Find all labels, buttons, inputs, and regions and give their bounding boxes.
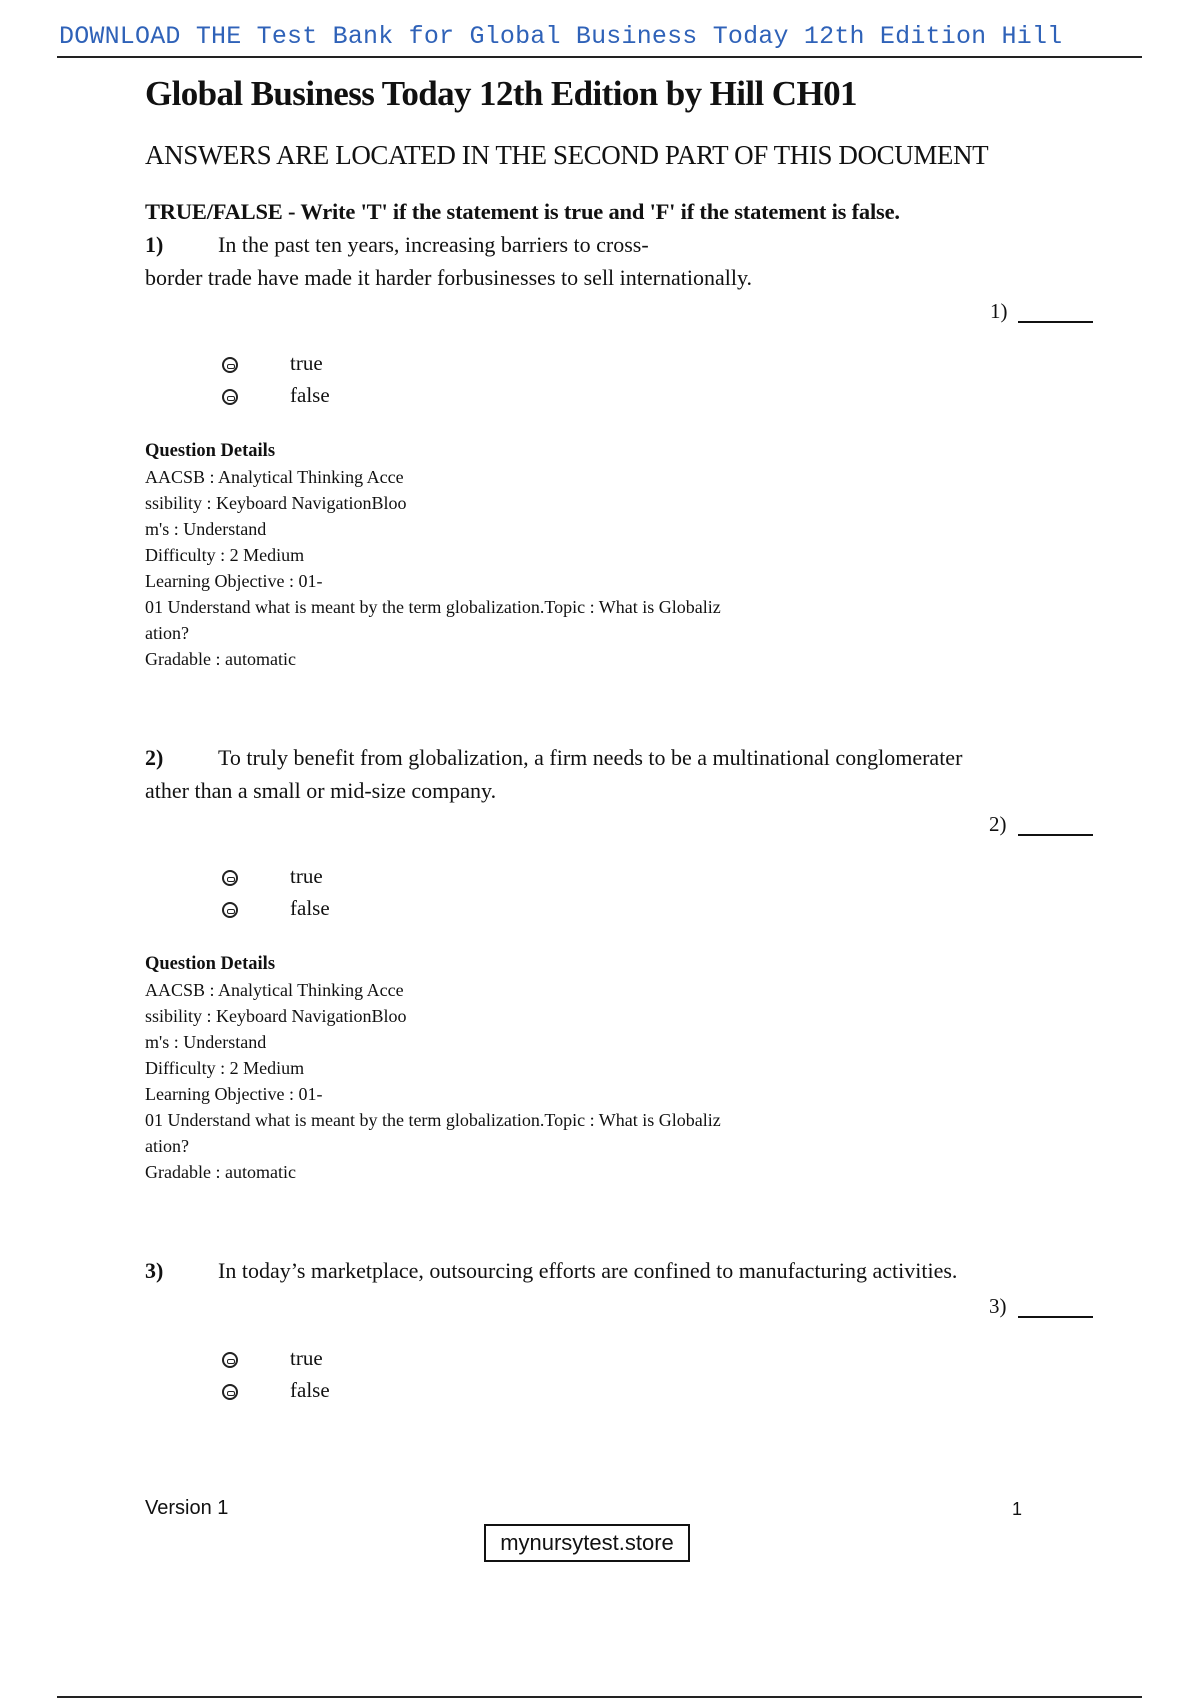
answer-blank[interactable] [1018, 1316, 1093, 1318]
answer-blank[interactable] [1018, 321, 1093, 323]
answer-blank[interactable] [1018, 834, 1093, 836]
question-details [145, 951, 845, 1185]
document-subtitle: ANSWERS ARE LOCATED IN THE SECOND PART OF THIS DOCUMENT [145, 140, 989, 170]
details-line: Gradable : automatic [145, 1162, 296, 1182]
details-line: Gradable : automatic [145, 649, 296, 669]
question-text-line1: In the past ten years, increasing barriers to cross- [218, 232, 649, 257]
details-line: AACSB : Analytical Thinking Acce [145, 980, 404, 1000]
question-number: 1) [145, 232, 164, 257]
download-banner[interactable]: DOWNLOAD THE Test Bank for Global Business Today 12th Edition Hill [59, 22, 1063, 51]
question-text-line1: To truly benefit from globalization, a firm needs to be a multinational conglomerater [218, 745, 963, 770]
document-title: Global Business Today 12th Edition by Hill CH01 [145, 74, 857, 113]
question-details [145, 438, 845, 672]
question-text-line2: border trade have made it harder forbusinesses to sell internationally. [145, 265, 753, 290]
details-line: AACSB : Analytical Thinking Acce [145, 467, 404, 487]
site-label[interactable]: mynursytest.store [484, 1524, 690, 1562]
section-instructions: TRUE/FALSE - Write 'T' if the statement is true and 'F' if the statement is false. [145, 199, 900, 224]
details-line: ation? [145, 623, 189, 643]
answer-label: 3) [989, 1294, 1007, 1318]
page-number: 1 [1012, 1499, 1023, 1519]
details-line: 01 Understand what is meant by the term globalization.Topic : What is Globaliz [145, 597, 721, 617]
header-rule [57, 56, 1142, 58]
answer-label: 1) [990, 299, 1008, 323]
details-line: 01 Understand what is meant by the term globalization.Topic : What is Globaliz [145, 1110, 721, 1130]
details-heading: Question Details [145, 954, 276, 974]
radio-true[interactable] [222, 1352, 238, 1368]
question-text-line1: In today’s marketplace, outsourcing efforts are confined to manufacturing activities. [218, 1258, 958, 1283]
details-line: Difficulty : 2 Medium [145, 545, 305, 565]
radio-true[interactable] [222, 870, 238, 886]
option-true-label: true [290, 351, 323, 375]
question-text-line2: ather than a small or mid-size company. [145, 778, 497, 803]
radio-false[interactable] [222, 1384, 238, 1400]
option-true-label: true [290, 1346, 323, 1370]
question-number: 3) [145, 1258, 164, 1283]
details-line: ssibility : Keyboard NavigationBloo [145, 493, 407, 513]
details-line: m's : Understand [145, 1032, 267, 1052]
version-label: Version 1 [145, 1497, 229, 1519]
radio-false[interactable] [222, 389, 238, 405]
option-true-label: true [290, 864, 323, 888]
details-line: Learning Objective : 01- [145, 571, 323, 591]
details-heading: Question Details [145, 441, 276, 461]
option-false-label: false [290, 1378, 330, 1402]
option-false-label: false [290, 896, 330, 920]
radio-false[interactable] [222, 902, 238, 918]
details-line: ssibility : Keyboard NavigationBloo [145, 1006, 407, 1026]
answer-label: 2) [989, 812, 1007, 836]
question-number: 2) [145, 745, 164, 770]
details-line: Difficulty : 2 Medium [145, 1058, 305, 1078]
details-line: ation? [145, 1136, 189, 1156]
details-line: Learning Objective : 01- [145, 1084, 323, 1104]
option-false-label: false [290, 383, 330, 407]
footer-rule [57, 1696, 1142, 1698]
radio-true[interactable] [222, 357, 238, 373]
details-line: m's : Understand [145, 519, 267, 539]
